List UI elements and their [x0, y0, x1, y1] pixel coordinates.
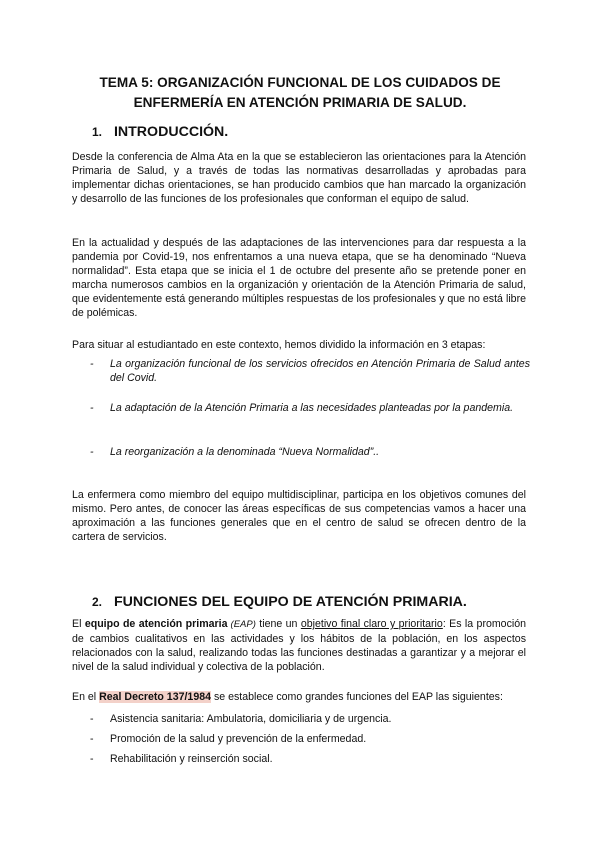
decree-text-end: se establece como grandes funciones del EAP las siguientes: — [211, 691, 503, 703]
section-1-heading — [92, 124, 228, 140]
section-2-title: FUNCIONES DEL EQUIPO DE ATENCIÓN PRIMARIA. — [113, 594, 467, 610]
section-2-number: 2. — [92, 595, 103, 609]
function-list-item-text: Promoción de la salud y prevención de la enfermedad. — [110, 733, 367, 745]
eap-text-end: : Es la promoción de cambios cualitativos en las actividades y los hábitos de la población, en los aspectos relacionados con la salud, realizando todas las funciones destinadas a garantizar y a mejorar el nivel de la salud individual y colectiva de la población. — [72, 618, 527, 673]
eap-acronym: (EAP) — [227, 619, 256, 630]
list-dash: - — [90, 358, 94, 370]
intro-paragraph-2-text: En la actualidad y después de las adaptaciones de las intervenciones para dar respuesta a la pandemia por Covid-19, nos enfrentamos a una nueva etapa, que se ha denominado “Nueva normalidad”. Esta etapa que se inicia el 1 de octubre del presente año se pretende poner en marcha numerosos cambios en la organización y orientación de la Atención Primaria de salud, que evidentemente está generando múltiples respuestas de los profesionales y que no está libre de polémicas. — [72, 237, 526, 319]
intro-paragraph-3-text: Para situar al estudiantado en este contexto, hemos dividido la información en 3 etapas: — [72, 339, 486, 351]
list-dash: - — [90, 753, 94, 765]
list-dash: - — [90, 733, 94, 745]
decree-highlight: Real Decreto 137/1984 — [99, 691, 211, 703]
list-dash: - — [90, 446, 94, 458]
function-list-item-text: Asistencia sanitaria: Ambulatoria, domiciliaria y de urgencia. — [110, 713, 392, 725]
eap-term: equipo de atención primaria — [84, 618, 228, 630]
list-dash: - — [90, 713, 94, 725]
eap-text-start: El — [72, 618, 85, 630]
intro-paragraph-4-text: La enfermera como miembro del equipo multidisciplinar, participa en los objetivos comunes del mismo. Pero antes, de conocer las áreas específicas de sus competencias vamos a hacer una aproximación a las funciones generales que en el centro de salud se ofrecen dentro de la cartera de servicios. — [72, 489, 526, 543]
title-line-1: TEMA 5: ORGANIZACIÓN FUNCIONAL DE LOS CUIDADOS DE — [99, 75, 501, 90]
list-dash: - — [90, 402, 94, 414]
document-title — [80, 73, 520, 113]
intro-paragraph-4 — [72, 488, 526, 544]
eap-text-mid: tiene un — [255, 618, 301, 630]
intro-paragraph-2 — [72, 236, 526, 320]
stage-list-item-text: La reorganización a la denominada “Nueva Normalidad”.. — [110, 446, 380, 458]
eap-paragraph-text — [72, 617, 526, 674]
title-line-2: ENFERMERÍA EN ATENCIÓN PRIMARIA DE SALUD. — [133, 95, 467, 110]
intro-paragraph-3 — [72, 338, 526, 352]
section-1-number: 1. — [92, 125, 103, 139]
function-list-item-text: Rehabilitación y reinserción social. — [110, 753, 273, 765]
intro-paragraph-1-text: Desde la conferencia de Alma Ata en la que se establecieron las orientaciones para la Atención Primaria de Salud, y a través de todas las normativas desarrolladas y aprobadas para implementar dichas orientaciones, se han producido cambios que han marcado la organización y desarrollo de las funciones de los profesionales que conforman el equipo de salud. — [72, 151, 526, 205]
section-1-title: INTRODUCCIÓN. — [113, 124, 229, 140]
decree-paragraph — [72, 690, 526, 704]
section-2-heading — [92, 594, 467, 610]
decree-text-start: En el — [72, 691, 100, 703]
eap-paragraph — [72, 617, 526, 674]
stage-list-item-text: La organización funcional de los servicios ofrecidos en Atención Primaria de Salud antes del Covid. — [110, 358, 530, 384]
decree-paragraph-text — [72, 690, 526, 704]
eap-objective: objetivo final claro y prioritario — [300, 618, 443, 630]
stage-list-item-text: La adaptación de la Atención Primaria a las necesidades planteadas por la pandemia. — [110, 402, 514, 414]
intro-paragraph-1 — [72, 150, 526, 206]
